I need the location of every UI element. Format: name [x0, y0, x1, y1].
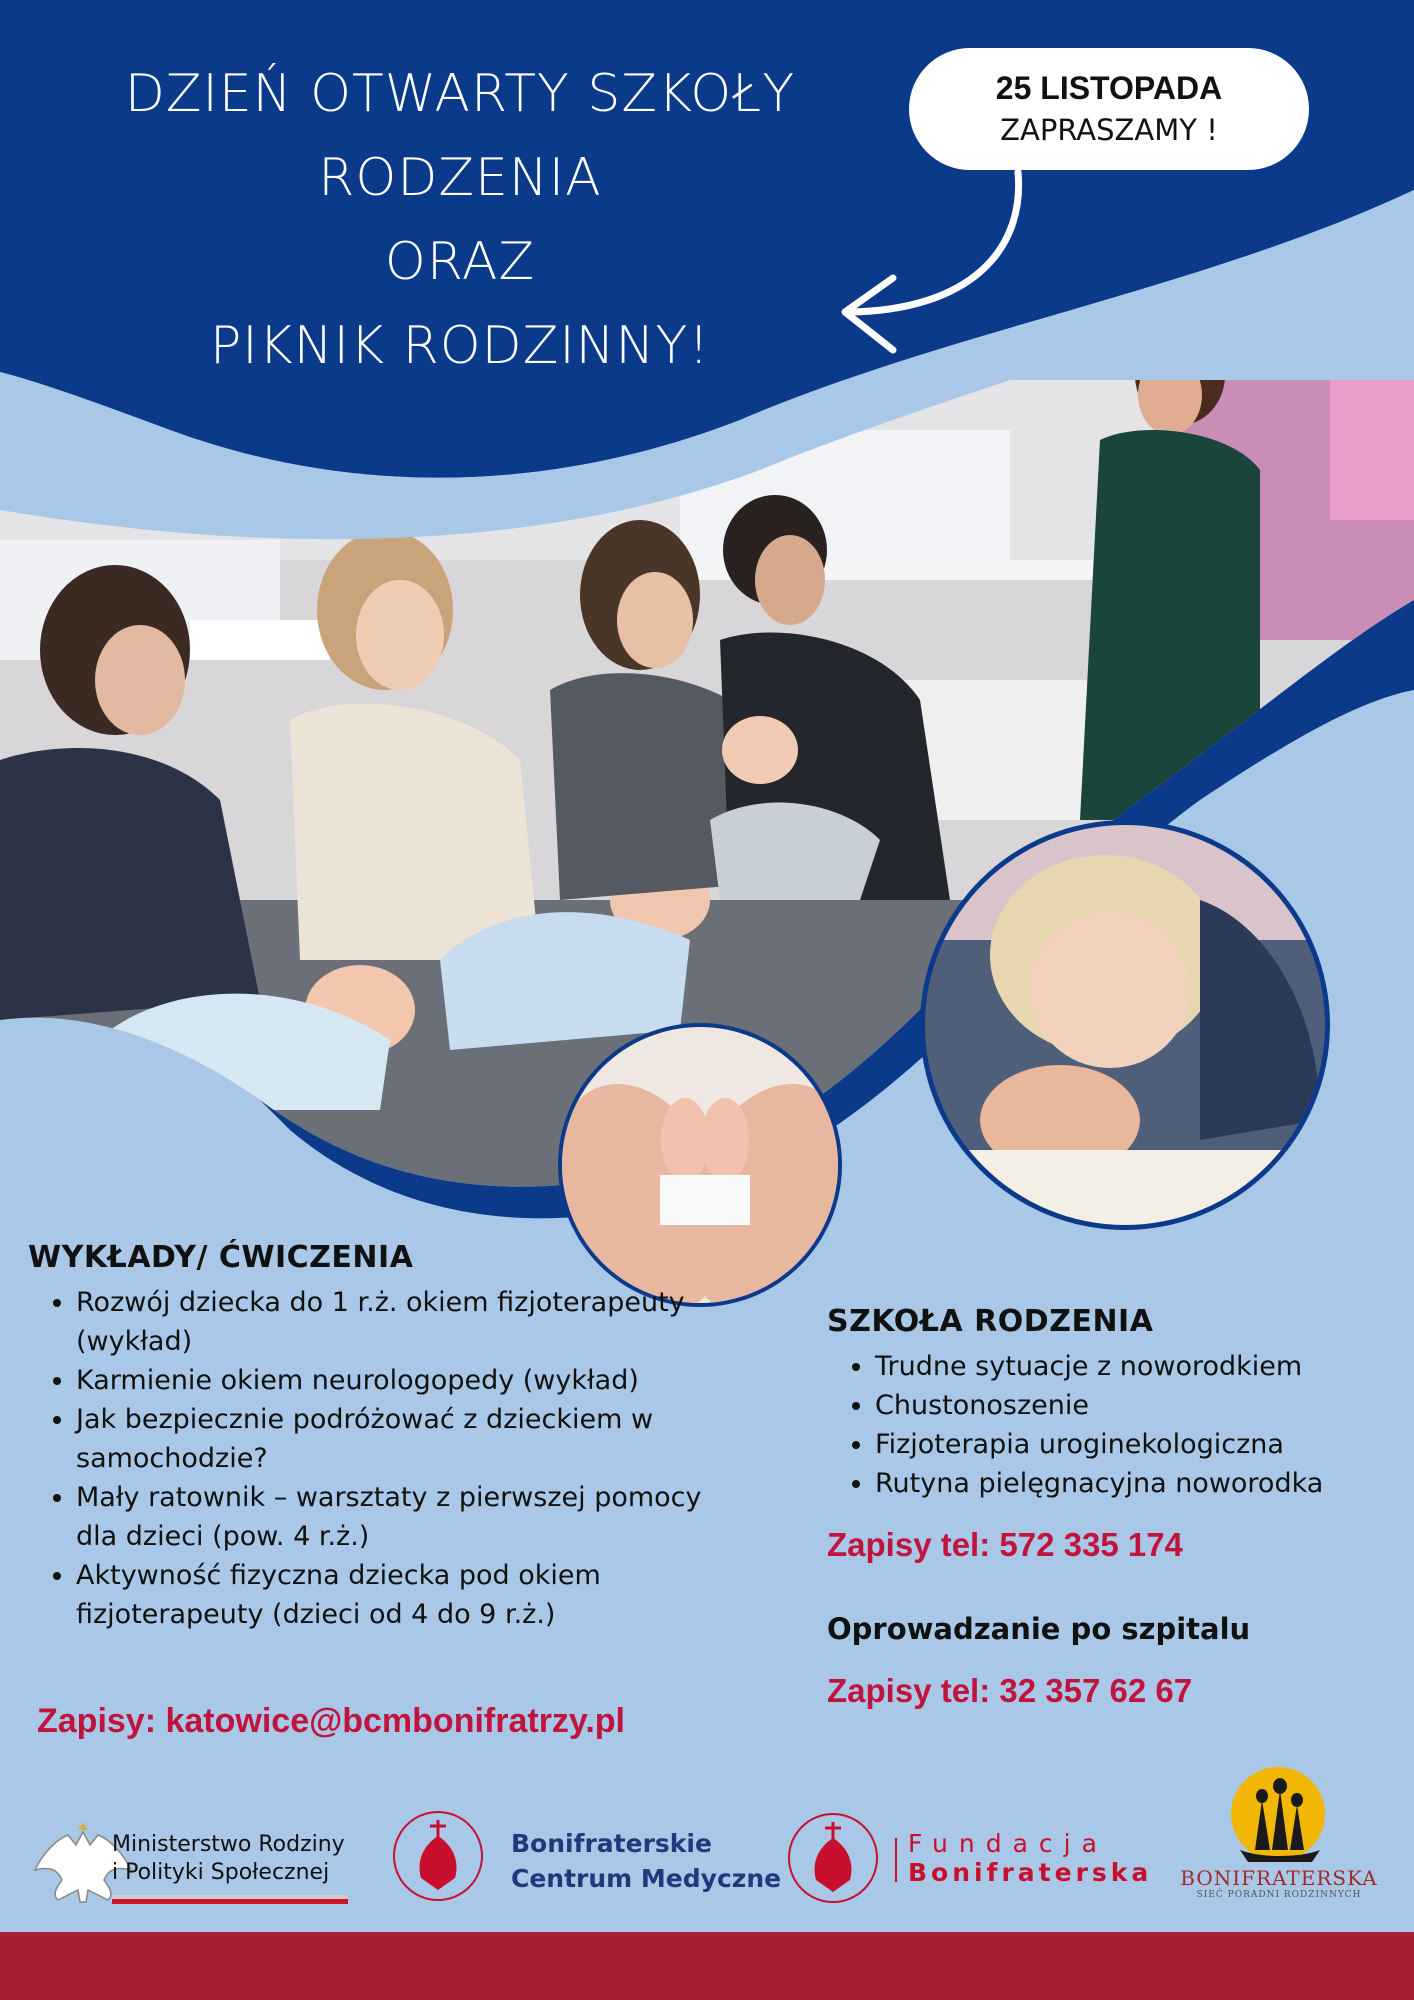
ministry-logo: [112, 1831, 345, 1887]
school-section: [827, 1304, 1407, 1503]
tour-phone-link[interactable]: Zapisy tel: 32 357 62 67: [827, 1672, 1193, 1709]
fundacja-line: Fundacja: [908, 1829, 1108, 1858]
bcm-line: Centrum Medyczne: [511, 1864, 782, 1893]
title-line: DZIEŃ OTWARTY SZKOŁY: [124, 64, 796, 124]
page-title: [40, 52, 880, 388]
lectures-section: [28, 1240, 728, 1634]
school-phone-link[interactable]: Zapisy tel: 572 335 174: [827, 1526, 1183, 1563]
tour-heading: Oprowadzanie po szpitalu: [827, 1612, 1251, 1646]
siec-line: BONIFRATERSKA: [1180, 1866, 1378, 1890]
footer-bar: [0, 1932, 1414, 2000]
fundacja-logo: [908, 1830, 1152, 1888]
lectures-list: [28, 1283, 716, 1634]
event-date: 25 LISTOPADA: [995, 70, 1223, 106]
invite-text: ZAPRASZAMY !: [1000, 113, 1218, 147]
list-item: • Jak bezpiecznie podróżować z dzieckiem w samochodzie?: [76, 1400, 716, 1478]
list-item: • Aktywność fizyczna dziecka pod okiem fizjoterapeuty (dzieci od 4 do 9 r.ż.): [76, 1556, 716, 1634]
siec-line: SIEĆ PORADNI RODZINNYCH: [1196, 1890, 1362, 1900]
list-item: • Rutyna pielęgnacyjna noworodka: [875, 1464, 1407, 1503]
bcm-logo: [511, 1826, 781, 1896]
list-item: • Fizjoterapia uroginekologiczna: [875, 1425, 1407, 1464]
date-bubble: [909, 48, 1309, 170]
title-line: ORAZ: [384, 232, 536, 292]
list-item: • Karmienie okiem neurologopedy (wykład): [76, 1361, 716, 1400]
siec-logo: [1176, 1866, 1382, 1900]
ministry-line: i Polityki Społecznej: [112, 1860, 330, 1885]
title-line: RODZENIA: [318, 148, 602, 208]
ministry-line: Ministerstwo Rodziny: [112, 1832, 345, 1857]
school-list: [827, 1347, 1407, 1503]
school-heading: SZKOŁA RODZENIA: [827, 1304, 1154, 1339]
email-signup-link[interactable]: Zapisy: katowice@bcmbonifratrzy.pl: [37, 1702, 625, 1740]
title-line: PIKNIK RODZINNY!: [209, 316, 711, 376]
list-item: • Mały ratownik – warsztaty z pierwszej pomocy dla dzieci (pow. 4 r.ż.): [76, 1478, 716, 1556]
list-item: • Rozwój dziecka do 1 r.ż. okiem fizjoterapeuty (wykład): [76, 1283, 716, 1361]
fundacja-line: Bonifraterska: [908, 1858, 1153, 1887]
lectures-heading: WYKŁADY/ ĆWICZENIA: [28, 1240, 414, 1275]
list-item: • Chustonoszenie: [875, 1386, 1407, 1425]
bcm-line: Bonifraterskie: [511, 1829, 712, 1858]
list-item: • Trudne sytuacje z noworodkiem: [875, 1347, 1407, 1386]
